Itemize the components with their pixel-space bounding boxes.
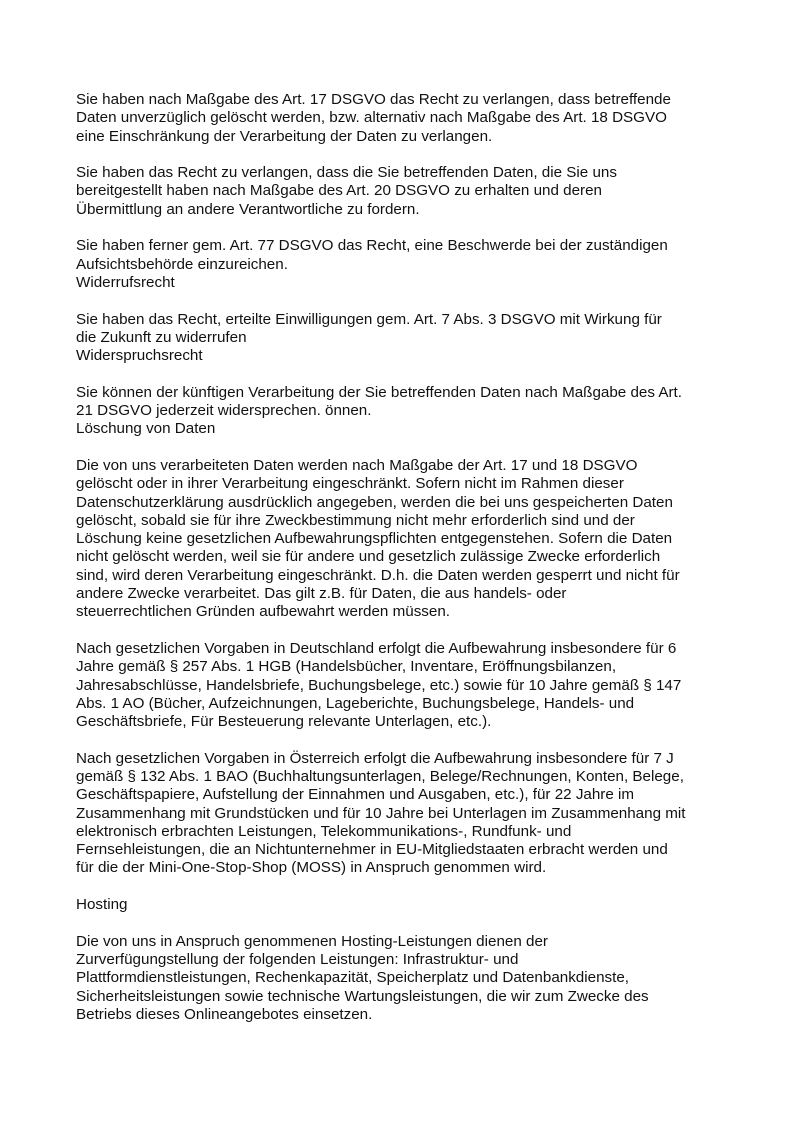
text-line: sind, wird deren Verarbeitung eingeschränkt. D.h. die Daten werden gesperrt und nicht für (76, 566, 680, 584)
text-line: Sie haben das Recht zu verlangen, dass die Sie betreffenden Daten, die Sie uns (76, 164, 617, 182)
paragraph (76, 311, 736, 366)
text-line: eine Einschränkung der Verarbeitung der Daten zu verlangen. (76, 127, 493, 145)
text-line: Jahre gemäß § 257 Abs. 1 HGB (Handelsbücher, Inventare, Eröffnungsbilanzen, (76, 658, 617, 676)
text-line: Datenschutzerklärung ausdrücklich angegeben, werden die bei uns gespeicherten Daten (76, 493, 673, 511)
paragraph (76, 384, 736, 439)
text-line: Geschäftsbriefe, Für Besteuerung relevante Unterlagen, etc.). (76, 713, 492, 731)
text-line: Jahresabschlüsse, Handelsbriefe, Buchungsbelege, etc.) sowie für 10 Jahre gemäß § 147 (76, 676, 682, 694)
paragraph (76, 164, 736, 219)
text-line: Geschäftspapiere, Aufstellung der Einnahmen und Ausgaben, etc.), für 22 Jahre im (76, 786, 635, 804)
text-line: Die von uns in Anspruch genommenen Hosting-Leistungen dienen der (76, 932, 548, 950)
paragraph (76, 457, 736, 622)
text-line: Aufsichtsbehörde einzureichen. (76, 255, 288, 273)
paragraph (76, 640, 736, 731)
text-line: Widerrufsrecht (76, 273, 175, 291)
paragraph (76, 933, 736, 1024)
paragraph (76, 91, 736, 146)
text-line: Nach gesetzlichen Vorgaben in Österreich erfolgt die Aufbewahrung insbesondere für 7 J (76, 749, 674, 767)
text-line: Nach gesetzlichen Vorgaben in Deutschland erfolgt die Aufbewahrung insbesondere für 6 (76, 639, 677, 657)
paragraph (76, 896, 736, 914)
text-line: Daten unverzüglich gelöscht werden, bzw. alternativ nach Maßgabe des Art. 18 DSGVO (76, 109, 667, 127)
text-line: steuerrechtlichen Gründen aufbewahrt werden müssen. (76, 603, 450, 621)
text-line: Fernsehleistungen, die an Nichtunternehmer in EU-Mitgliedstaaten erbracht werden und (76, 841, 668, 859)
text-line: Sie haben nach Maßgabe des Art. 17 DSGVO das Recht zu verlangen, dass betreffende (76, 91, 671, 108)
text-line: für die der Mini-One-Stop-Shop (MOSS) in Anspruch genommen wird. (76, 859, 547, 877)
text-line: Sie können der künftigen Verarbeitung der Sie betreffenden Daten nach Maßgabe des Art. (76, 383, 682, 401)
text-line: Sie haben ferner gem. Art. 77 DSGVO das Recht, eine Beschwerde bei der zuständigen (76, 237, 668, 255)
text-line: die Zukunft zu widerrufen (76, 328, 247, 346)
text-line: Übermittlung an andere Verantwortliche zu fordern. (76, 200, 420, 218)
text-line: Sie haben das Recht, erteilte Einwilligungen gem. Art. 7 Abs. 3 DSGVO mit Wirkung für (76, 310, 662, 328)
text-line: Abs. 1 AO (Bücher, Aufzeichnungen, Lageberichte, Buchungsbelege, Handels- und (76, 694, 635, 712)
document-page (76, 91, 736, 1042)
text-line: gemäß § 132 Abs. 1 BAO (Buchhaltungsunterlagen, Belege/Rechnungen, Konten, Belege, (76, 767, 684, 785)
text-line: Widerspruchsrecht (76, 347, 203, 365)
text-line: Plattformdienstleistungen, Rechenkapazität, Speicherplatz und Datenbankdienste, (76, 969, 630, 987)
text-line: Zurverfügungstellung der folgenden Leistungen: Infrastruktur- und (76, 950, 519, 968)
text-line: Löschung von Daten (76, 420, 216, 438)
text-line: elektronisch erbrachten Leistungen, Telekommunikations-, Rundfunk- und (76, 822, 572, 840)
text-line: Zusammenhang mit Grundstücken und für 10 Jahre bei Unterlagen im Zusammenhang mit (76, 804, 686, 822)
paragraph (76, 237, 736, 292)
text-line: Betriebs dieses Onlineangebotes einsetzen. (76, 1005, 373, 1023)
paragraph (76, 750, 736, 878)
text-line: andere Zwecke verarbeitet. Das gilt z.B. für Daten, die aus handels- oder (76, 585, 567, 603)
text-line: bereitgestellt haben nach Maßgabe des Art. 20 DSGVO zu erhalten und deren (76, 182, 602, 200)
text-line: gelöscht, sobald sie für ihre Zweckbestimmung nicht mehr erforderlich sind und der (76, 511, 635, 529)
text-line: Hosting (76, 896, 128, 914)
text-line: gelöscht oder in ihrer Verarbeitung eingeschränkt. Sofern nicht im Rahmen dieser (76, 475, 624, 493)
text-line: nicht gelöscht werden, weil sie für andere und gesetzlich zulässige Zwecke erforderlich (76, 548, 661, 566)
text-line: Die von uns verarbeiteten Daten werden nach Maßgabe der Art. 17 und 18 DSGVO (76, 456, 638, 474)
text-line: 21 DSGVO jederzeit widersprechen. önnen. (76, 402, 372, 420)
text-line: Sicherheitsleistungen sowie technische Wartungsleistungen, die wir zum Zwecke des (76, 987, 649, 1005)
text-line: Löschung keine gesetzlichen Aufbewahrungspflichten entgegenstehen. Sofern die Daten (76, 530, 673, 548)
